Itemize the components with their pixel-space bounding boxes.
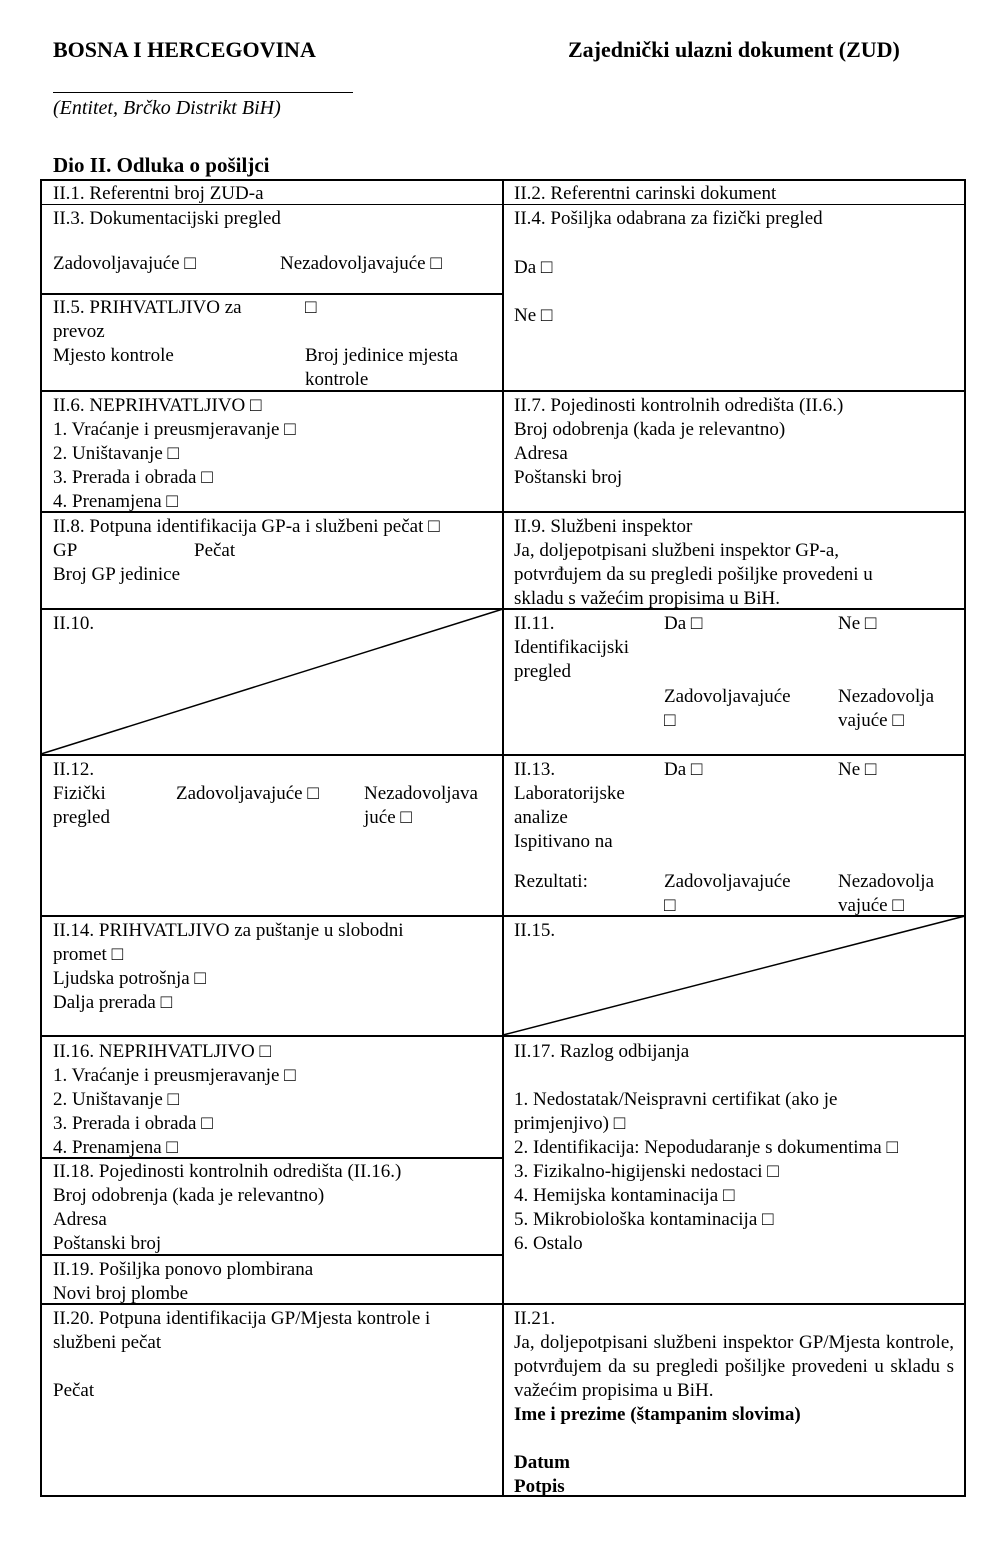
field-ii11-title-cont: pregled (514, 661, 571, 682)
field-ii12-unsatisfactory-cont[interactable]: juće □ (364, 807, 412, 828)
field-ii21-declaration: Ja, doljepotpisani službeni inspektor GP/Mjesta kontrole, potvrđujem da su pregledi pošiljke provedeni u skladu s važećim propisima u BiH. (514, 1332, 954, 1401)
field-ii11-unsatisfactory[interactable]: Nezadovolja (838, 686, 935, 707)
field-ii3-unsatisfactory[interactable]: Nezadovoljavajuće □ (280, 253, 442, 274)
field-ii11-title-cont: Identifikacijski (514, 637, 630, 658)
field-ii13-no[interactable]: Ne □ (838, 759, 877, 780)
field-ii17-title: II.17. Razlog odbijanja (514, 1041, 690, 1062)
field-ii12-title: II.12. (53, 759, 95, 780)
field-ii7-line: Poštanski broj (514, 467, 623, 488)
field-ii14-further-processing[interactable]: Dalja prerada □ (53, 992, 173, 1013)
field-ii13-title: II.13. (514, 759, 556, 780)
field-ii13-title-cont: analize (514, 807, 568, 828)
field-ii17-reason[interactable]: 3. Fizikalno-higijenski nedostaci □ (514, 1161, 779, 1182)
field-ii18-title: II.18. Pojedinosti kontrolnih odredišta (II.16.) (53, 1161, 402, 1182)
field-ii4-yes[interactable]: Da □ (514, 257, 553, 278)
field-ii14-human-consumption[interactable]: Ljudska potrošnja □ (53, 968, 206, 989)
field-ii14-free-circulation[interactable]: promet □ (53, 944, 124, 965)
field-ii4-no[interactable]: Ne □ (514, 305, 553, 326)
field-ii13-title-cont: Laboratorijske (514, 783, 625, 804)
field-ii17-reason[interactable]: 1. Nedostatak/Neispravni certifikat (ako je (514, 1089, 838, 1110)
field-ii5-title: II.5. PRIHVATLJIVO za (53, 297, 242, 318)
field-ii18-line: Poštanski broj (53, 1233, 162, 1254)
field-ii12-unsatisfactory[interactable]: Nezadovoljava (364, 783, 478, 804)
field-ii5-unit-number: Broj jedinice mjesta (305, 345, 459, 366)
field-ii13-unsatisfactory-cont[interactable]: vajuće □ (838, 895, 904, 916)
crossed-out-field-10 (40, 608, 504, 756)
field-ii18-line: Adresa (53, 1209, 107, 1230)
field-ii21-title: II.21. (514, 1308, 556, 1329)
crossed-out-field-15 (502, 915, 966, 1037)
field-ii16-title[interactable]: II.16. NEPRIHVATLJIVO □ (53, 1041, 272, 1062)
field-ii20-title: II.20. Potpuna identifikacija GP/Mjesta kontrole i (53, 1308, 431, 1329)
field-ii20-title-cont: službeni pečat (53, 1332, 162, 1353)
field-ii5-unit-number-cont: kontrole (305, 369, 369, 390)
field-ii10-title: II.10. (53, 613, 95, 634)
field-ii9-text: potvrđujem da su pregledi pošiljke provedeni u (514, 564, 873, 585)
field-ii17-reason-cont[interactable]: primjenjivo) □ (514, 1113, 626, 1134)
field-ii3-title: II.3. Dokumentacijski pregled (53, 208, 281, 229)
document-title: Zajednički ulazni dokument (ZUD) (568, 37, 900, 62)
field-ii12-title-cont: pregled (53, 807, 110, 828)
field-ii21-signature: Potpis (514, 1476, 565, 1497)
field-ii13-satisfactory-box[interactable]: □ (664, 895, 676, 916)
field-ii17-reason-other: 6. Ostalo (514, 1233, 583, 1254)
field-ii7-line: Adresa (514, 443, 568, 464)
field-ii17-reason[interactable]: 2. Identifikacija: Nepodudaranje s dokumentima □ (514, 1137, 898, 1158)
field-ii8-gp: GP (53, 540, 78, 561)
field-ii13-satisfactory[interactable]: Zadovoljavajuće (664, 871, 791, 892)
field-ii17-reason[interactable]: 4. Hemijska kontaminacija □ (514, 1185, 735, 1206)
field-ii6-option[interactable]: 1. Vraćanje i preusmjeravanje □ (53, 419, 296, 440)
field-ii12-title-cont: Fizički (53, 783, 106, 804)
field-ii17-reason[interactable]: 5. Mikrobiološka kontaminacija □ (514, 1209, 774, 1230)
field-ii21-name: Ime i prezime (štampanim slovima) (514, 1404, 801, 1425)
part-title: Dio II. Odluka o pošiljci (53, 153, 270, 177)
field-ii13-tested-for: Ispitivano na (514, 831, 613, 852)
field-ii19-title: II.19. Pošiljka ponovo plombirana (53, 1259, 314, 1280)
field-ii9-text: skladu s važećim propisima u BiH. (514, 588, 780, 609)
field-ii3-satisfactory[interactable]: Zadovoljavajuće □ (53, 253, 196, 274)
field-ii20-seal: Pečat (53, 1380, 95, 1401)
country-name: BOSNA I HERCEGOVINA (53, 37, 316, 62)
entity-underline (53, 92, 353, 93)
field-ii11-satisfactory-box[interactable]: □ (664, 710, 676, 731)
field-ii8-unit: Broj GP jedinice (53, 564, 180, 585)
field-ii7-title: II.7. Pojedinosti kontrolnih odredišta (II.6.) (514, 395, 844, 416)
entity-label: (Entitet, Brčko Distrikt BiH) (53, 97, 281, 119)
field-ii6-title[interactable]: II.6. NEPRIHVATLJIVO □ (53, 395, 262, 416)
field-ii19-seal-number: Novi broj plombe (53, 1283, 189, 1304)
field-ii18-line: Broj odobrenja (kada je relevantno) (53, 1185, 325, 1206)
field-ii11-yes[interactable]: Da □ (664, 613, 703, 634)
field-ii5-control-place: Mjesto kontrole (53, 345, 174, 366)
field-ii13-yes[interactable]: Da □ (664, 759, 703, 780)
field-ii16-option[interactable]: 2. Uništavanje □ (53, 1089, 179, 1110)
field-ii13-results: Rezultati: (514, 871, 588, 892)
field-ii21-date: Datum (514, 1452, 570, 1473)
field-ii9-text: Ja, doljepotpisani službeni inspektor GP-a, (514, 540, 840, 561)
field-ii14-title: II.14. PRIHVATLJIVO za puštanje u slobodni (53, 920, 404, 941)
field-ii15-title: II.15. (514, 920, 556, 941)
field-ii9-title: II.9. Službeni inspektor (514, 516, 693, 537)
field-ii16-option[interactable]: 4. Prenamjena □ (53, 1137, 178, 1158)
field-ii5-title-cont: prevoz (53, 321, 105, 342)
field-ii16-option[interactable]: 3. Prerada i obrada □ (53, 1113, 213, 1134)
field-ii1-label: II.1. Referentni broj ZUD-a (53, 183, 264, 204)
field-ii8-title[interactable]: II.8. Potpuna identifikacija GP-a i službeni pečat □ (53, 516, 440, 537)
field-ii6-option[interactable]: 4. Prenamjena □ (53, 491, 178, 512)
field-ii4-title: II.4. Pošiljka odabrana za fizički pregled (514, 208, 823, 229)
field-ii11-no[interactable]: Ne □ (838, 613, 877, 634)
field-ii5-checkbox[interactable]: □ (305, 297, 317, 318)
field-ii2-label: II.2. Referentni carinski dokument (514, 183, 777, 204)
field-ii8-seal: Pečat (194, 540, 236, 561)
field-ii6-option[interactable]: 3. Prerada i obrada □ (53, 467, 213, 488)
field-ii7-line: Broj odobrenja (kada je relevantno) (514, 419, 786, 440)
field-ii11-unsatisfactory-cont[interactable]: vajuće □ (838, 710, 904, 731)
field-ii13-unsatisfactory[interactable]: Nezadovolja (838, 871, 935, 892)
field-ii11-satisfactory[interactable]: Zadovoljavajuće (664, 686, 791, 707)
field-ii6-option[interactable]: 2. Uništavanje □ (53, 443, 179, 464)
field-ii11-title: II.11. (514, 613, 555, 634)
field-ii16-option[interactable]: 1. Vraćanje i preusmjeravanje □ (53, 1065, 296, 1086)
field-ii12-satisfactory[interactable]: Zadovoljavajuće □ (176, 783, 319, 804)
